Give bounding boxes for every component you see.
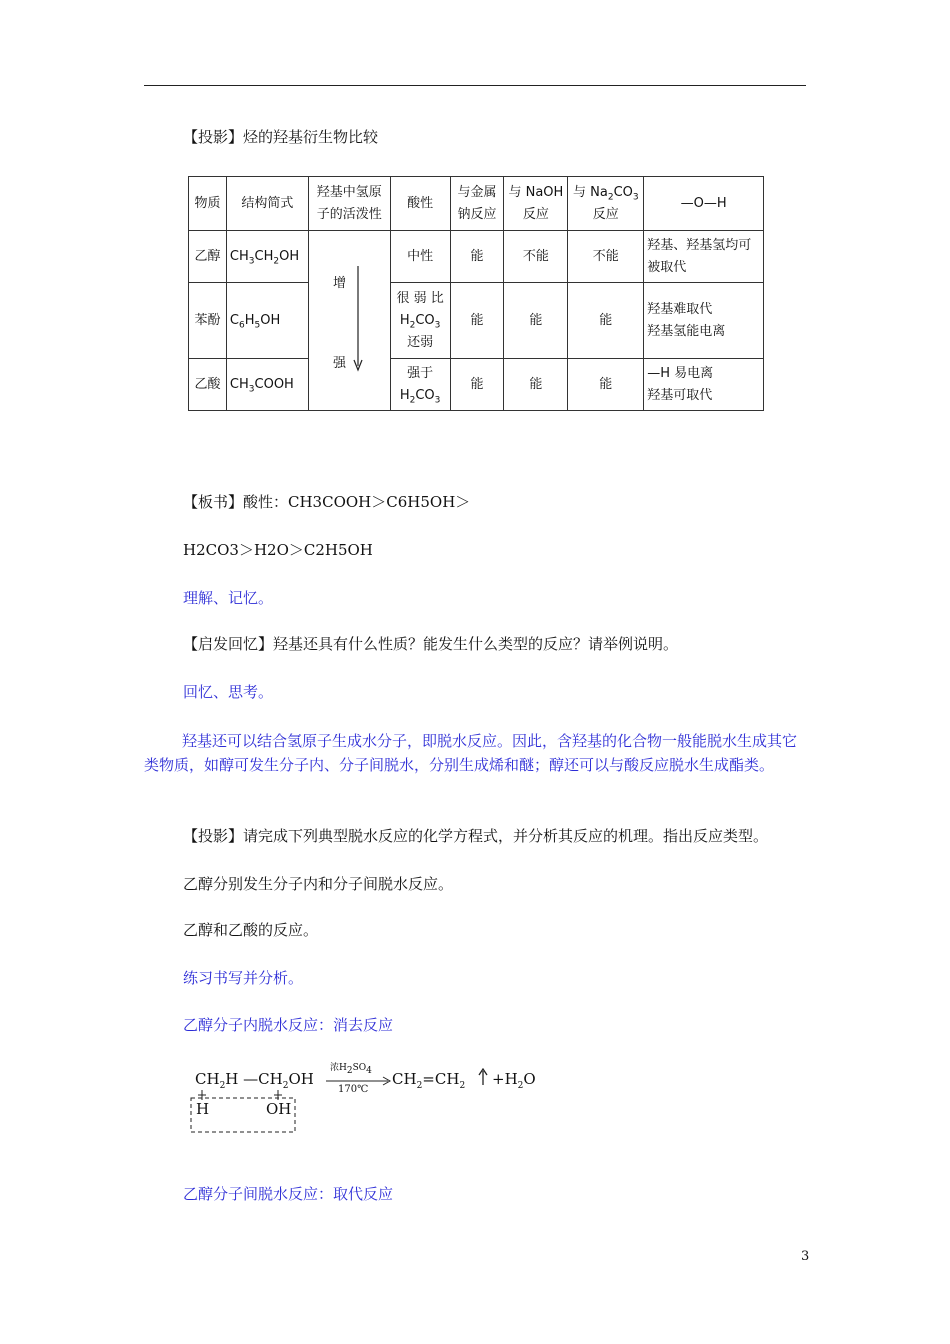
header-formula: 结构简式 — [226, 177, 308, 231]
product-sub: 2 — [517, 1081, 524, 1091]
row-acetic-oh — [644, 359, 764, 411]
reactant-sub: 2 — [282, 1081, 289, 1091]
acidity-line1: 很 弱 比 — [396, 290, 444, 306]
row-ethanol-oh — [644, 231, 764, 283]
header-naoh — [504, 177, 568, 231]
header-naoh-line2: 反应 — [522, 206, 549, 222]
formula-part: H — [399, 312, 410, 328]
inter-dehydration-line: 乙醇分子间脱水反应：取代反应 — [183, 1185, 394, 1203]
formula-sub: 3 — [434, 320, 441, 331]
acidity-line3: 还弱 — [407, 334, 434, 350]
row-phenol-naoh: 能 — [504, 283, 568, 359]
water-product — [492, 1070, 536, 1091]
eliminated-h: H — [196, 1100, 210, 1118]
product-sub: 2 — [416, 1081, 423, 1091]
na2co3-sub-b: 3 — [632, 192, 639, 203]
row-acetic-acidity — [390, 359, 450, 411]
acidity-line1: 强于 — [407, 365, 434, 381]
header-na2co3-line1 — [571, 182, 640, 204]
task-line-2: 乙醇和乙酸的反应。 — [183, 921, 319, 939]
row-acetic-naoh: 能 — [504, 359, 568, 411]
formula-part: CO — [415, 387, 435, 403]
activity-trend-cell — [308, 231, 390, 411]
inspire-line: 【启发回忆】羟基还具有什么性质？能发生什么类型的反应？请举例说明。 — [183, 635, 679, 653]
row-acetic-metal: 能 — [450, 359, 504, 411]
table-row — [189, 283, 764, 359]
projection-heading: 【投影】烃的羟基衍生物比较 — [183, 128, 379, 146]
formula-sub: 2 — [409, 320, 416, 331]
table-row — [189, 359, 764, 411]
row-acetic-name: 乙酸 — [189, 359, 227, 411]
reaction-condition-bottom: 170℃ — [338, 1084, 369, 1095]
header-rule — [144, 85, 806, 86]
formula-part: COOH — [254, 376, 294, 392]
row-ethanol-metal: 能 — [450, 231, 504, 283]
formula-part: H — [399, 387, 410, 403]
oh-note-line1: 羟基、羟基氢均可 — [647, 237, 752, 253]
board-line-2: H2CO3＞H2O＞C2H5OH — [183, 541, 373, 559]
table-header-row — [189, 177, 764, 231]
oh-note-line1: —H 易电离 — [647, 365, 714, 381]
na2co3-text-b: CO — [613, 184, 633, 200]
header-activity — [308, 177, 390, 231]
header-na2co3-line2: 反应 — [592, 206, 619, 222]
reactant — [195, 1070, 314, 1091]
oh-note-line2: 被取代 — [647, 259, 687, 275]
reactant-sub: 2 — [219, 1081, 226, 1091]
practice-line: 练习书写并分析。 — [183, 969, 304, 987]
down-arrow-icon — [351, 266, 365, 374]
formula-part: H — [244, 312, 255, 328]
formula-sub: 6 — [239, 320, 245, 331]
formula-part: CO — [415, 312, 435, 328]
reactant-part: H —CH — [225, 1070, 283, 1088]
formula-part: CH — [229, 248, 249, 264]
trend-label-top: 增 — [333, 276, 347, 291]
recall-line: 回忆、思考。 — [183, 683, 274, 701]
row-ethanol-acidity: 中性 — [390, 231, 450, 283]
product-part: CH — [392, 1070, 417, 1088]
formula-part: CH — [254, 248, 274, 264]
header-naoh-line1: 与 NaOH — [508, 184, 564, 200]
header-substance: 物质 — [189, 177, 227, 231]
reactant-part: CH — [195, 1070, 220, 1088]
product-part: +H — [492, 1070, 518, 1088]
formula-sub: 2 — [409, 395, 416, 406]
header-metal-line1: 与金属 — [457, 184, 497, 200]
reaction-equation — [190, 1064, 550, 1136]
formula-sub: 3 — [248, 256, 255, 267]
row-phenol-acidity — [390, 283, 450, 359]
product-part: =CH — [422, 1070, 460, 1088]
row-ethanol-naoh: 不能 — [504, 231, 568, 283]
formula-part: OH — [260, 312, 281, 328]
header-acidity: 酸性 — [390, 177, 450, 231]
formula-sub: 2 — [273, 256, 280, 267]
formula-part: C — [229, 312, 239, 328]
formula-part: OH — [279, 248, 300, 264]
projection-line-2: 【投影】请完成下列典型脱水反应的化学方程式，并分析其反应的机理。指出反应类型。 — [183, 827, 769, 845]
header-activity-line1: 羟基中氢原 — [316, 184, 382, 200]
condition-sub: 4 — [366, 1065, 372, 1076]
table-row — [189, 231, 764, 283]
header-oh: —O—H — [644, 177, 764, 231]
comparison-table — [188, 176, 764, 411]
oh-note-line1: 羟基难取代 — [647, 301, 713, 317]
product — [392, 1070, 466, 1091]
row-phenol-oh — [644, 283, 764, 359]
board-line-1: 【板书】酸性：CH3COOH＞C6H5OH＞ — [183, 493, 471, 511]
task-line-1: 乙醇分别发生分子内和分子间脱水反应。 — [183, 875, 454, 893]
page-number: 3 — [801, 1249, 810, 1264]
condition-part: SO — [352, 1063, 367, 1073]
row-acetic-na2co3: 能 — [568, 359, 644, 411]
formula-sub: 3 — [248, 384, 255, 395]
formula-sub: 5 — [254, 320, 261, 331]
na2co3-sub-a: 2 — [607, 192, 614, 203]
row-phenol-formula — [226, 283, 308, 359]
header-na2co3 — [568, 177, 644, 231]
condition-sub: 2 — [346, 1065, 353, 1076]
understand-line: 理解、记忆。 — [183, 589, 274, 607]
row-phenol-metal: 能 — [450, 283, 504, 359]
intra-dehydration-line: 乙醇分子内脱水反应：消去反应 — [183, 1016, 394, 1034]
oh-note-line2: 羟基氢能电离 — [647, 323, 726, 339]
row-phenol-name: 苯酚 — [189, 283, 227, 359]
formula-sub: 3 — [434, 395, 441, 406]
row-phenol-na2co3: 能 — [568, 283, 644, 359]
acidity-line2 — [394, 385, 447, 407]
header-metal-line2: 钠反应 — [457, 206, 497, 222]
acidity-line2 — [394, 310, 447, 332]
na2co3-text-a: 与 Na — [573, 184, 608, 200]
oh-note-line2: 羟基可取代 — [647, 387, 713, 403]
row-ethanol-name: 乙醇 — [189, 231, 227, 283]
condition-part: 浓H — [330, 1063, 347, 1073]
row-ethanol-formula — [226, 231, 308, 283]
explanation-paragraph: 羟基还可以结合氢原子生成水分子，即脱水反应。因此，含羟基的化合物一般能脱水生成其它类物质，如醇可发生分子内、分子间脱水，分别生成烯和醚；醇还可以与酸反应脱水生成酯类。 — [144, 732, 798, 774]
gas-up-arrow-icon — [478, 1068, 488, 1086]
product-part: O — [523, 1070, 536, 1088]
header-metal — [450, 177, 504, 231]
trend-label-bottom: 强 — [333, 356, 347, 371]
eliminated-oh: OH — [266, 1100, 292, 1118]
row-acetic-formula — [226, 359, 308, 411]
header-activity-line2: 子的活泼性 — [316, 206, 382, 222]
row-ethanol-na2co3: 不能 — [568, 231, 644, 283]
product-sub: 2 — [459, 1081, 466, 1091]
reactant-part: OH — [288, 1070, 314, 1088]
reaction-condition-top — [330, 1060, 372, 1076]
formula-part: CH — [229, 376, 249, 392]
